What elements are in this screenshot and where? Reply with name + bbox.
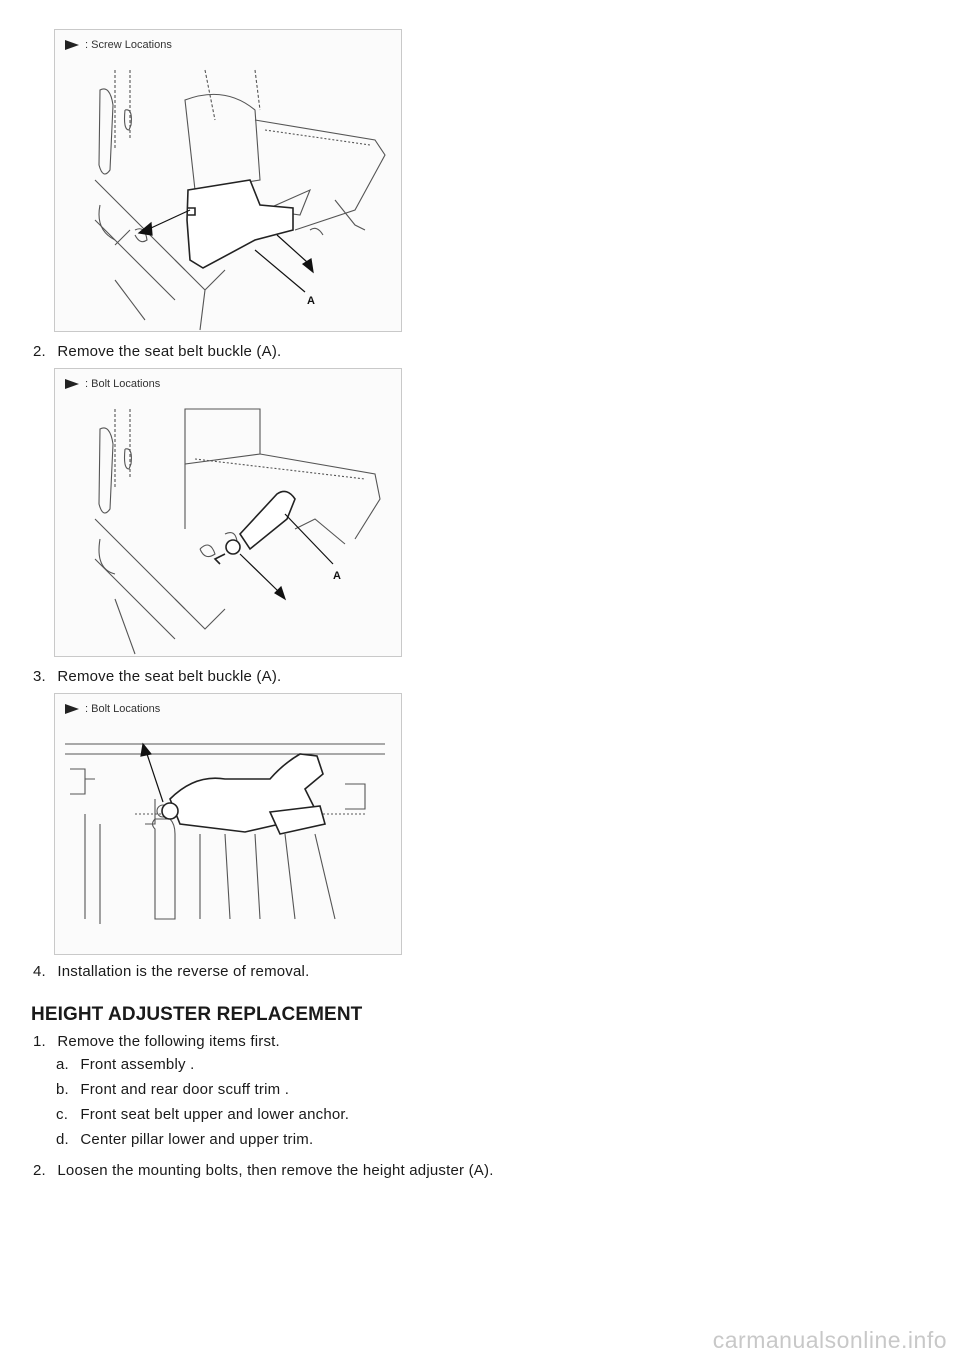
step-text: Remove the seat belt buckle (A). [57,343,282,360]
section-step-2: 2. Loosen the mounting bolts, then remove the height adjuster (A). [33,1162,494,1179]
substep-a: a. Front assembly . [56,1056,195,1073]
figure-legend-text: : Bolt Locations [85,703,161,715]
step-text: Installation is the reverse of removal. [57,963,310,980]
step-text: Loosen the mounting bolts, then remove the height adjuster (A). [57,1162,494,1179]
step-text: Remove the seat belt buckle (A). [57,668,282,685]
seat-belt-buckle-illustration [55,369,401,656]
figure-legend [65,378,160,390]
arrow-icon [65,704,79,714]
arrow-icon [65,379,79,389]
rear-seat-buckle-illustration [55,694,401,954]
step-text: Front seat belt upper and lower anchor. [80,1106,350,1123]
section-step-1: 1. Remove the following items first. [33,1033,280,1050]
callout-a: A [333,570,341,582]
step-2: 2. Remove the seat belt buckle (A). [33,343,282,360]
step-3: 3. Remove the seat belt buckle (A). [33,668,282,685]
step-text: Remove the following items first. [57,1033,280,1050]
figure-bolt-locations-1 [54,368,402,657]
step-text: Front assembly . [80,1056,195,1073]
figure-bolt-locations-2 [54,693,402,955]
seat-side-trim-illustration [55,30,401,331]
step-text: Front and rear door scuff trim . [80,1081,290,1098]
substep-b: b. Front and rear door scuff trim . [56,1081,290,1098]
figure-legend-text: : Bolt Locations [85,378,161,390]
figure-legend-text: : Screw Locations [85,39,172,51]
arrow-icon [65,40,79,50]
figure-screw-locations [54,29,402,332]
substep-d: d. Center pillar lower and upper trim. [56,1131,314,1148]
watermark: carmanualsonline.info [712,1327,947,1353]
step-text: Center pillar lower and upper trim. [80,1131,314,1148]
callout-a: A [307,295,315,307]
substep-c: c. Front seat belt upper and lower anchor. [56,1106,350,1123]
figure-legend [65,703,160,715]
figure-legend [65,39,172,51]
step-4: 4. Installation is the reverse of removal. [33,963,310,980]
section-heading: HEIGHT ADJUSTER REPLACEMENT [31,1004,363,1025]
